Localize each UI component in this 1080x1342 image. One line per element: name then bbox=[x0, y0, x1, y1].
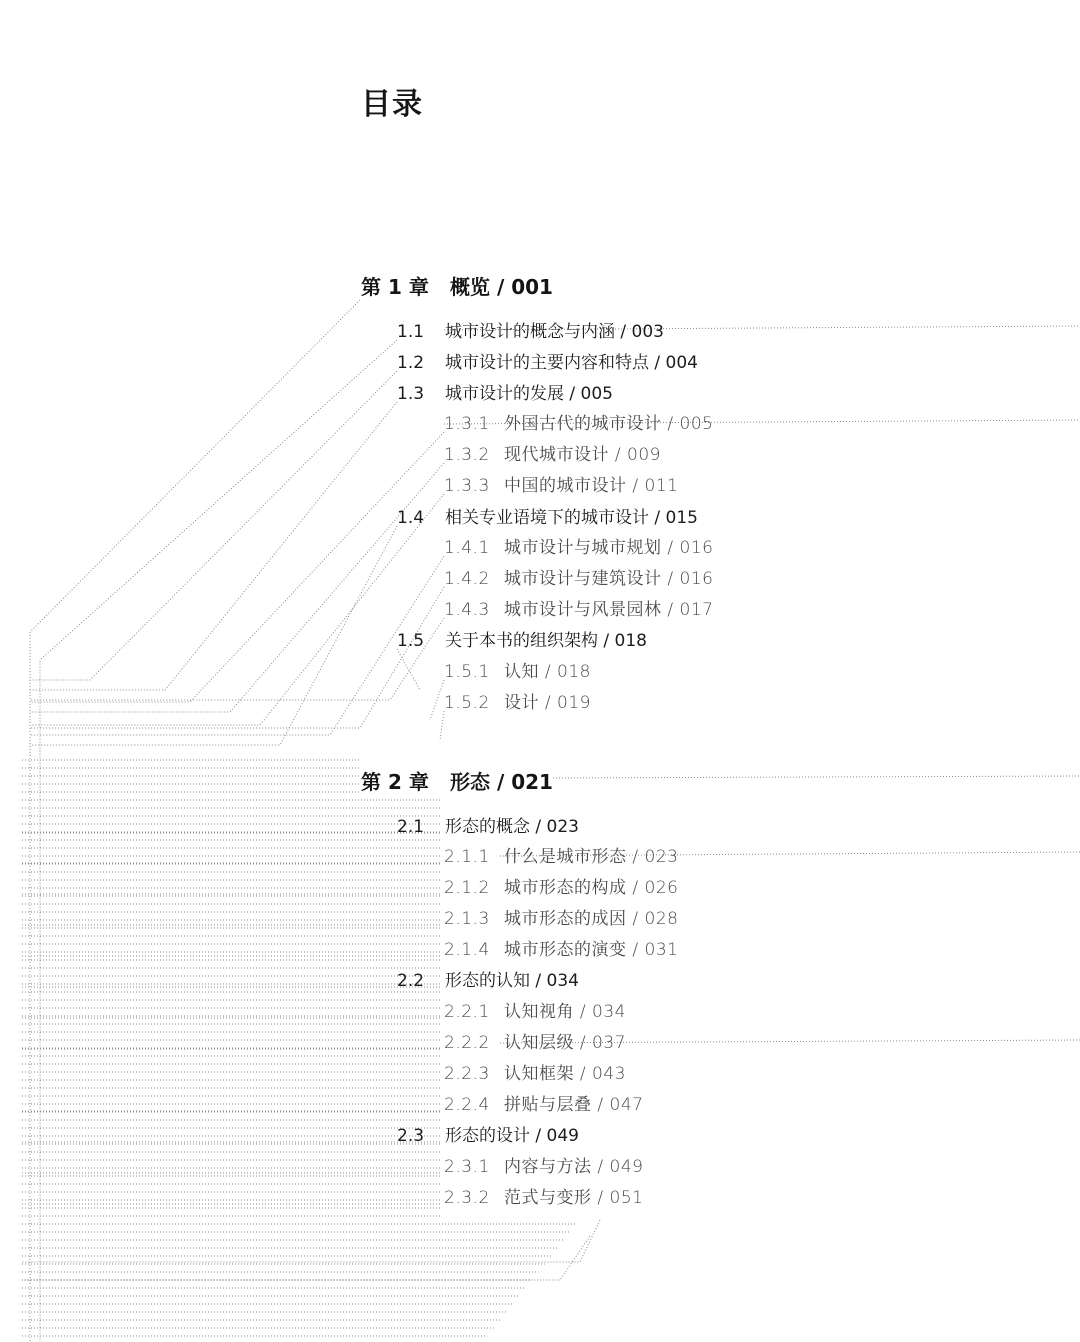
entry-number: 1.3 bbox=[397, 384, 425, 404]
entry-title: 认知 / 018 bbox=[504, 662, 591, 682]
entry-title: 认知视角 / 034 bbox=[504, 1002, 626, 1022]
dotted-branch bbox=[30, 587, 444, 728]
toc-entry-2-2-1[interactable] bbox=[444, 1004, 626, 1021]
entry-title: 中国的城市设计 / 011 bbox=[504, 476, 679, 496]
toc-entry-2-2-2[interactable] bbox=[444, 1035, 626, 1052]
dotted-branch bbox=[430, 680, 444, 720]
entry-number: 1.3.3 bbox=[444, 476, 490, 496]
entry-number: 1.1 bbox=[397, 322, 425, 342]
chapter-2-heading[interactable] bbox=[361, 772, 553, 792]
entry-title: 范式与变形 / 051 bbox=[504, 1188, 644, 1208]
entry-number: 2.3.2 bbox=[444, 1188, 490, 1208]
entry-title: 内容与方法 / 049 bbox=[504, 1157, 644, 1177]
entry-number: 1.3.1 bbox=[444, 414, 490, 434]
dotted-branch bbox=[30, 556, 444, 735]
toc-entry-1-4[interactable] bbox=[397, 510, 698, 527]
toc-entry-2-1-2[interactable] bbox=[444, 880, 678, 897]
dotted-branch bbox=[30, 371, 397, 680]
entry-number: 1.4.2 bbox=[444, 569, 490, 589]
toc-entry-1-5-2[interactable] bbox=[444, 695, 591, 712]
entry-title: 关于本书的组织架构 / 018 bbox=[445, 631, 647, 651]
entry-number: 2.1.2 bbox=[444, 878, 490, 898]
entry-number: 2.1.3 bbox=[444, 909, 490, 929]
entry-number: 2.1.1 bbox=[444, 847, 490, 867]
entry-number: 2.1.4 bbox=[444, 940, 490, 960]
chapter-1-heading[interactable] bbox=[361, 277, 553, 297]
dotted-branch bbox=[30, 463, 444, 712]
entry-title: 城市设计的概念与内涵 / 003 bbox=[445, 322, 664, 342]
entry-number: 1.4 bbox=[397, 508, 425, 528]
entry-number: 2.2.1 bbox=[444, 1002, 490, 1022]
entry-number: 1.5.1 bbox=[444, 662, 490, 682]
toc-entry-2-1-1[interactable] bbox=[444, 849, 678, 866]
entry-number: 1.2 bbox=[397, 353, 425, 373]
dotted-branch bbox=[30, 618, 444, 700]
entry-title: 认知层级 / 037 bbox=[504, 1033, 626, 1053]
entry-title: 城市设计与风景园林 / 017 bbox=[504, 600, 714, 620]
entry-number: 2.2.2 bbox=[444, 1033, 490, 1053]
entry-title: 认知框架 / 043 bbox=[504, 1064, 626, 1084]
entry-number: 1.5 bbox=[397, 631, 425, 651]
dotted-leader bbox=[553, 776, 1080, 778]
toc-entry-1-5-1[interactable] bbox=[444, 664, 591, 681]
entry-number: 2.2.3 bbox=[444, 1064, 490, 1084]
toc-entry-2-3-1[interactable] bbox=[444, 1159, 643, 1176]
toc-entry-1-3[interactable] bbox=[397, 386, 613, 403]
toc-entry-1-3-2[interactable] bbox=[444, 447, 661, 464]
chapter-number: 第 2 章 bbox=[361, 770, 429, 794]
toc-entry-1-4-3[interactable] bbox=[444, 602, 713, 619]
toc-entry-1-3-3[interactable] bbox=[444, 478, 678, 495]
entry-title: 什么是城市形态 / 023 bbox=[504, 847, 679, 867]
dotted-branch bbox=[22, 1236, 590, 1280]
toc-entry-2-2-3[interactable] bbox=[444, 1066, 626, 1083]
entry-number: 1.3.2 bbox=[444, 445, 490, 465]
toc-entry-1-2[interactable] bbox=[397, 355, 698, 372]
entry-title: 城市设计的发展 / 005 bbox=[445, 384, 613, 404]
toc-entry-1-5[interactable] bbox=[397, 633, 647, 650]
chapter-title: 形态 / 021 bbox=[450, 770, 553, 794]
entry-title: 设计 / 019 bbox=[504, 693, 591, 713]
entry-title: 城市设计的主要内容和特点 / 004 bbox=[445, 353, 698, 373]
entry-title: 城市设计与建筑设计 / 016 bbox=[504, 569, 714, 589]
toc-entry-2-1-4[interactable] bbox=[444, 942, 678, 959]
entry-title: 相关专业语境下的城市设计 / 015 bbox=[445, 508, 698, 528]
toc-entry-1-4-1[interactable] bbox=[444, 540, 713, 557]
entry-title: 形态的设计 / 049 bbox=[445, 1126, 579, 1146]
entry-title: 城市设计与城市规划 / 016 bbox=[504, 538, 714, 558]
entry-number: 1.5.2 bbox=[444, 693, 490, 713]
entry-title: 城市形态的构成 / 026 bbox=[504, 878, 679, 898]
chapter-title: 概览 / 001 bbox=[450, 275, 553, 299]
entry-number: 1.4.1 bbox=[444, 538, 490, 558]
toc-entry-1-3-1[interactable] bbox=[444, 416, 713, 433]
dotted-branch bbox=[440, 711, 444, 740]
chapter-number: 第 1 章 bbox=[361, 275, 429, 299]
entry-title: 现代城市设计 / 009 bbox=[504, 445, 661, 465]
entry-number: 2.3.1 bbox=[444, 1157, 490, 1177]
dotted-branch bbox=[30, 402, 397, 690]
dotted-branch bbox=[30, 300, 360, 1342]
entry-title: 城市形态的演变 / 031 bbox=[504, 940, 679, 960]
entry-number: 2.2 bbox=[397, 971, 425, 991]
entry-title: 形态的概念 / 023 bbox=[445, 817, 579, 837]
entry-title: 外国古代的城市设计 / 005 bbox=[504, 414, 714, 434]
toc-entry-2-3[interactable] bbox=[397, 1128, 579, 1145]
toc-entry-2-2[interactable] bbox=[397, 973, 579, 990]
toc-entry-2-2-4[interactable] bbox=[444, 1097, 643, 1114]
entry-title: 城市形态的成因 / 028 bbox=[504, 909, 679, 929]
toc-entry-2-1[interactable] bbox=[397, 819, 579, 836]
toc-entry-2-3-2[interactable] bbox=[444, 1190, 643, 1207]
entry-number: 1.4.3 bbox=[444, 600, 490, 620]
entry-title: 形态的认知 / 034 bbox=[445, 971, 579, 991]
page-title: 目录 bbox=[361, 87, 423, 122]
toc-entry-1-1[interactable] bbox=[397, 324, 664, 341]
dotted-branch bbox=[30, 526, 397, 745]
toc-entry-2-1-3[interactable] bbox=[444, 911, 678, 928]
entry-number: 2.1 bbox=[397, 817, 425, 837]
entry-number: 2.3 bbox=[397, 1126, 425, 1146]
dotted-branch bbox=[30, 432, 444, 702]
entry-number: 2.2.4 bbox=[444, 1095, 490, 1115]
toc-entry-1-4-2[interactable] bbox=[444, 571, 713, 588]
entry-title: 拼贴与层叠 / 047 bbox=[504, 1095, 644, 1115]
